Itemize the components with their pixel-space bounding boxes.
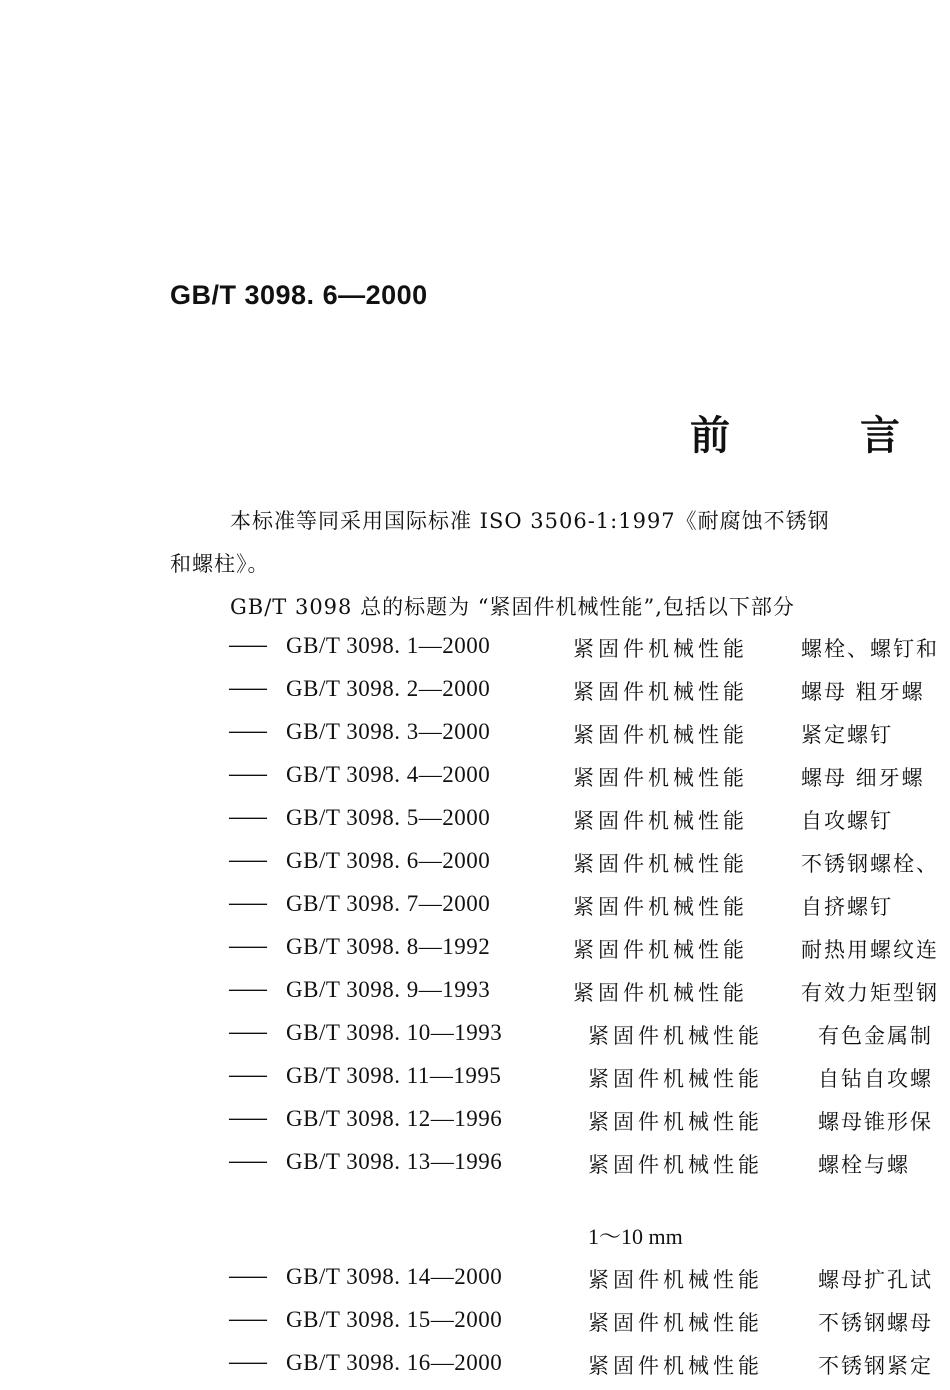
list-dash: ——	[228, 1063, 266, 1087]
standard-category: 紧固件机械性能	[573, 852, 748, 876]
standard-subject: 不锈钢紧定	[818, 1354, 933, 1378]
standard-subject: 螺母 粗牙螺	[801, 680, 925, 704]
standard-code: GB/T 3098. 1—2000	[286, 633, 491, 658]
standard-category: 紧固件机械性能	[573, 938, 748, 962]
list-dash: ——	[228, 1106, 266, 1130]
list-dash: ——	[228, 762, 266, 786]
standard-subject: 自挤螺钉	[801, 895, 893, 919]
paragraph-1-line-1: 本标准等同采用国际标准 ISO 3506-1:1997《耐腐蚀不锈钢	[230, 509, 830, 533]
list-dash: ——	[228, 934, 266, 958]
standard-code: GB/T 3098. 13—1996	[286, 1149, 503, 1174]
list-dash: ——	[228, 633, 266, 657]
standard-category: 紧固件机械性能	[588, 1024, 763, 1048]
standard-category: 紧固件机械性能	[588, 1311, 763, 1335]
standard-subject: 螺母锥形保	[818, 1110, 933, 1134]
list-dash: ——	[228, 1020, 266, 1044]
standard-code: GB/T 3098. 5—2000	[286, 805, 491, 830]
list-dash: ——	[228, 719, 266, 743]
standard-category: 紧固件机械性能	[588, 1268, 763, 1292]
standard-code: GB/T 3098. 3—2000	[286, 719, 491, 744]
standard-subject: 螺栓、螺钉和	[801, 637, 939, 661]
standard-category: 紧固件机械性能	[573, 766, 748, 790]
standard-category: 紧固件机械性能	[573, 981, 748, 1005]
list-dash: ——	[228, 805, 266, 829]
standard-category: 紧固件机械性能	[573, 637, 748, 661]
paragraph-1-line-2: 和螺柱》。	[170, 552, 270, 576]
standard-subject: 螺栓与螺	[818, 1153, 910, 1177]
standard-subject: 有效力矩型钢	[801, 981, 939, 1005]
standard-category: 紧固件机械性能	[588, 1354, 763, 1378]
standard-category: 紧固件机械性能	[573, 809, 748, 833]
standard-code: GB/T 3098. 10—1993	[286, 1020, 503, 1045]
standard-subject: 螺母扩孔试	[818, 1268, 933, 1292]
standard-subject: 紧定螺钉	[801, 723, 893, 747]
standard-code: GB/T 3098. 6—2000	[286, 848, 491, 873]
standard-category: 紧固件机械性能	[573, 680, 748, 704]
standard-code: GB/T 3098. 2—2000	[286, 676, 491, 701]
standard-subject: 不锈钢螺母	[818, 1311, 933, 1335]
list-dash: ——	[228, 1264, 266, 1288]
standard-code: GB/T 3098. 16—2000	[286, 1350, 503, 1375]
list-dash: ——	[228, 891, 266, 915]
list-dash: ——	[228, 1307, 266, 1331]
standard-subject: 不锈钢螺栓、	[801, 852, 939, 876]
standard-code: GB/T 3098. 8—1992	[286, 934, 491, 959]
paragraph-2-line-1: GB/T 3098 总的标题为 “紧固件机械性能”,包括以下部分	[230, 595, 795, 619]
standard-category: 紧固件机械性能	[573, 895, 748, 919]
standard-category: 紧固件机械性能	[588, 1067, 763, 1091]
standard-category: 紧固件机械性能	[588, 1153, 763, 1177]
standard-code: GB/T 3098. 7—2000	[286, 891, 491, 916]
standard-subject: 耐热用螺纹连	[801, 938, 939, 962]
heading-char-qian: 前	[690, 412, 730, 459]
standard-code: GB/T 3098. 9—1993	[286, 977, 491, 1002]
list-dash: ——	[228, 1149, 266, 1173]
standard-code: GB/T 3098. 12—1996	[286, 1106, 503, 1131]
standard-subject: 螺母 细牙螺	[801, 766, 925, 790]
list-dash: ——	[228, 848, 266, 872]
standard-code: GB/T 3098. 14—2000	[286, 1264, 503, 1289]
document-code: GB/T 3098. 6—2000	[170, 280, 428, 310]
list-dash: ——	[228, 1350, 266, 1374]
standard-subject: 自攻螺钉	[801, 809, 893, 833]
standard-code: GB/T 3098. 4—2000	[286, 762, 491, 787]
standard-subject: 有色金属制	[818, 1024, 933, 1048]
standard-subject: 自钻自攻螺	[818, 1067, 933, 1091]
standard-category: 紧固件机械性能	[588, 1110, 763, 1134]
list-dash: ——	[228, 676, 266, 700]
standard-category: 紧固件机械性能	[573, 723, 748, 747]
standard-code: GB/T 3098. 15—2000	[286, 1307, 503, 1332]
part-13-continuation: 1～10 mm	[588, 1224, 683, 1249]
heading-char-yan: 言	[860, 412, 900, 459]
list-dash: ——	[228, 977, 266, 1001]
standard-code: GB/T 3098. 11—1995	[286, 1063, 502, 1088]
